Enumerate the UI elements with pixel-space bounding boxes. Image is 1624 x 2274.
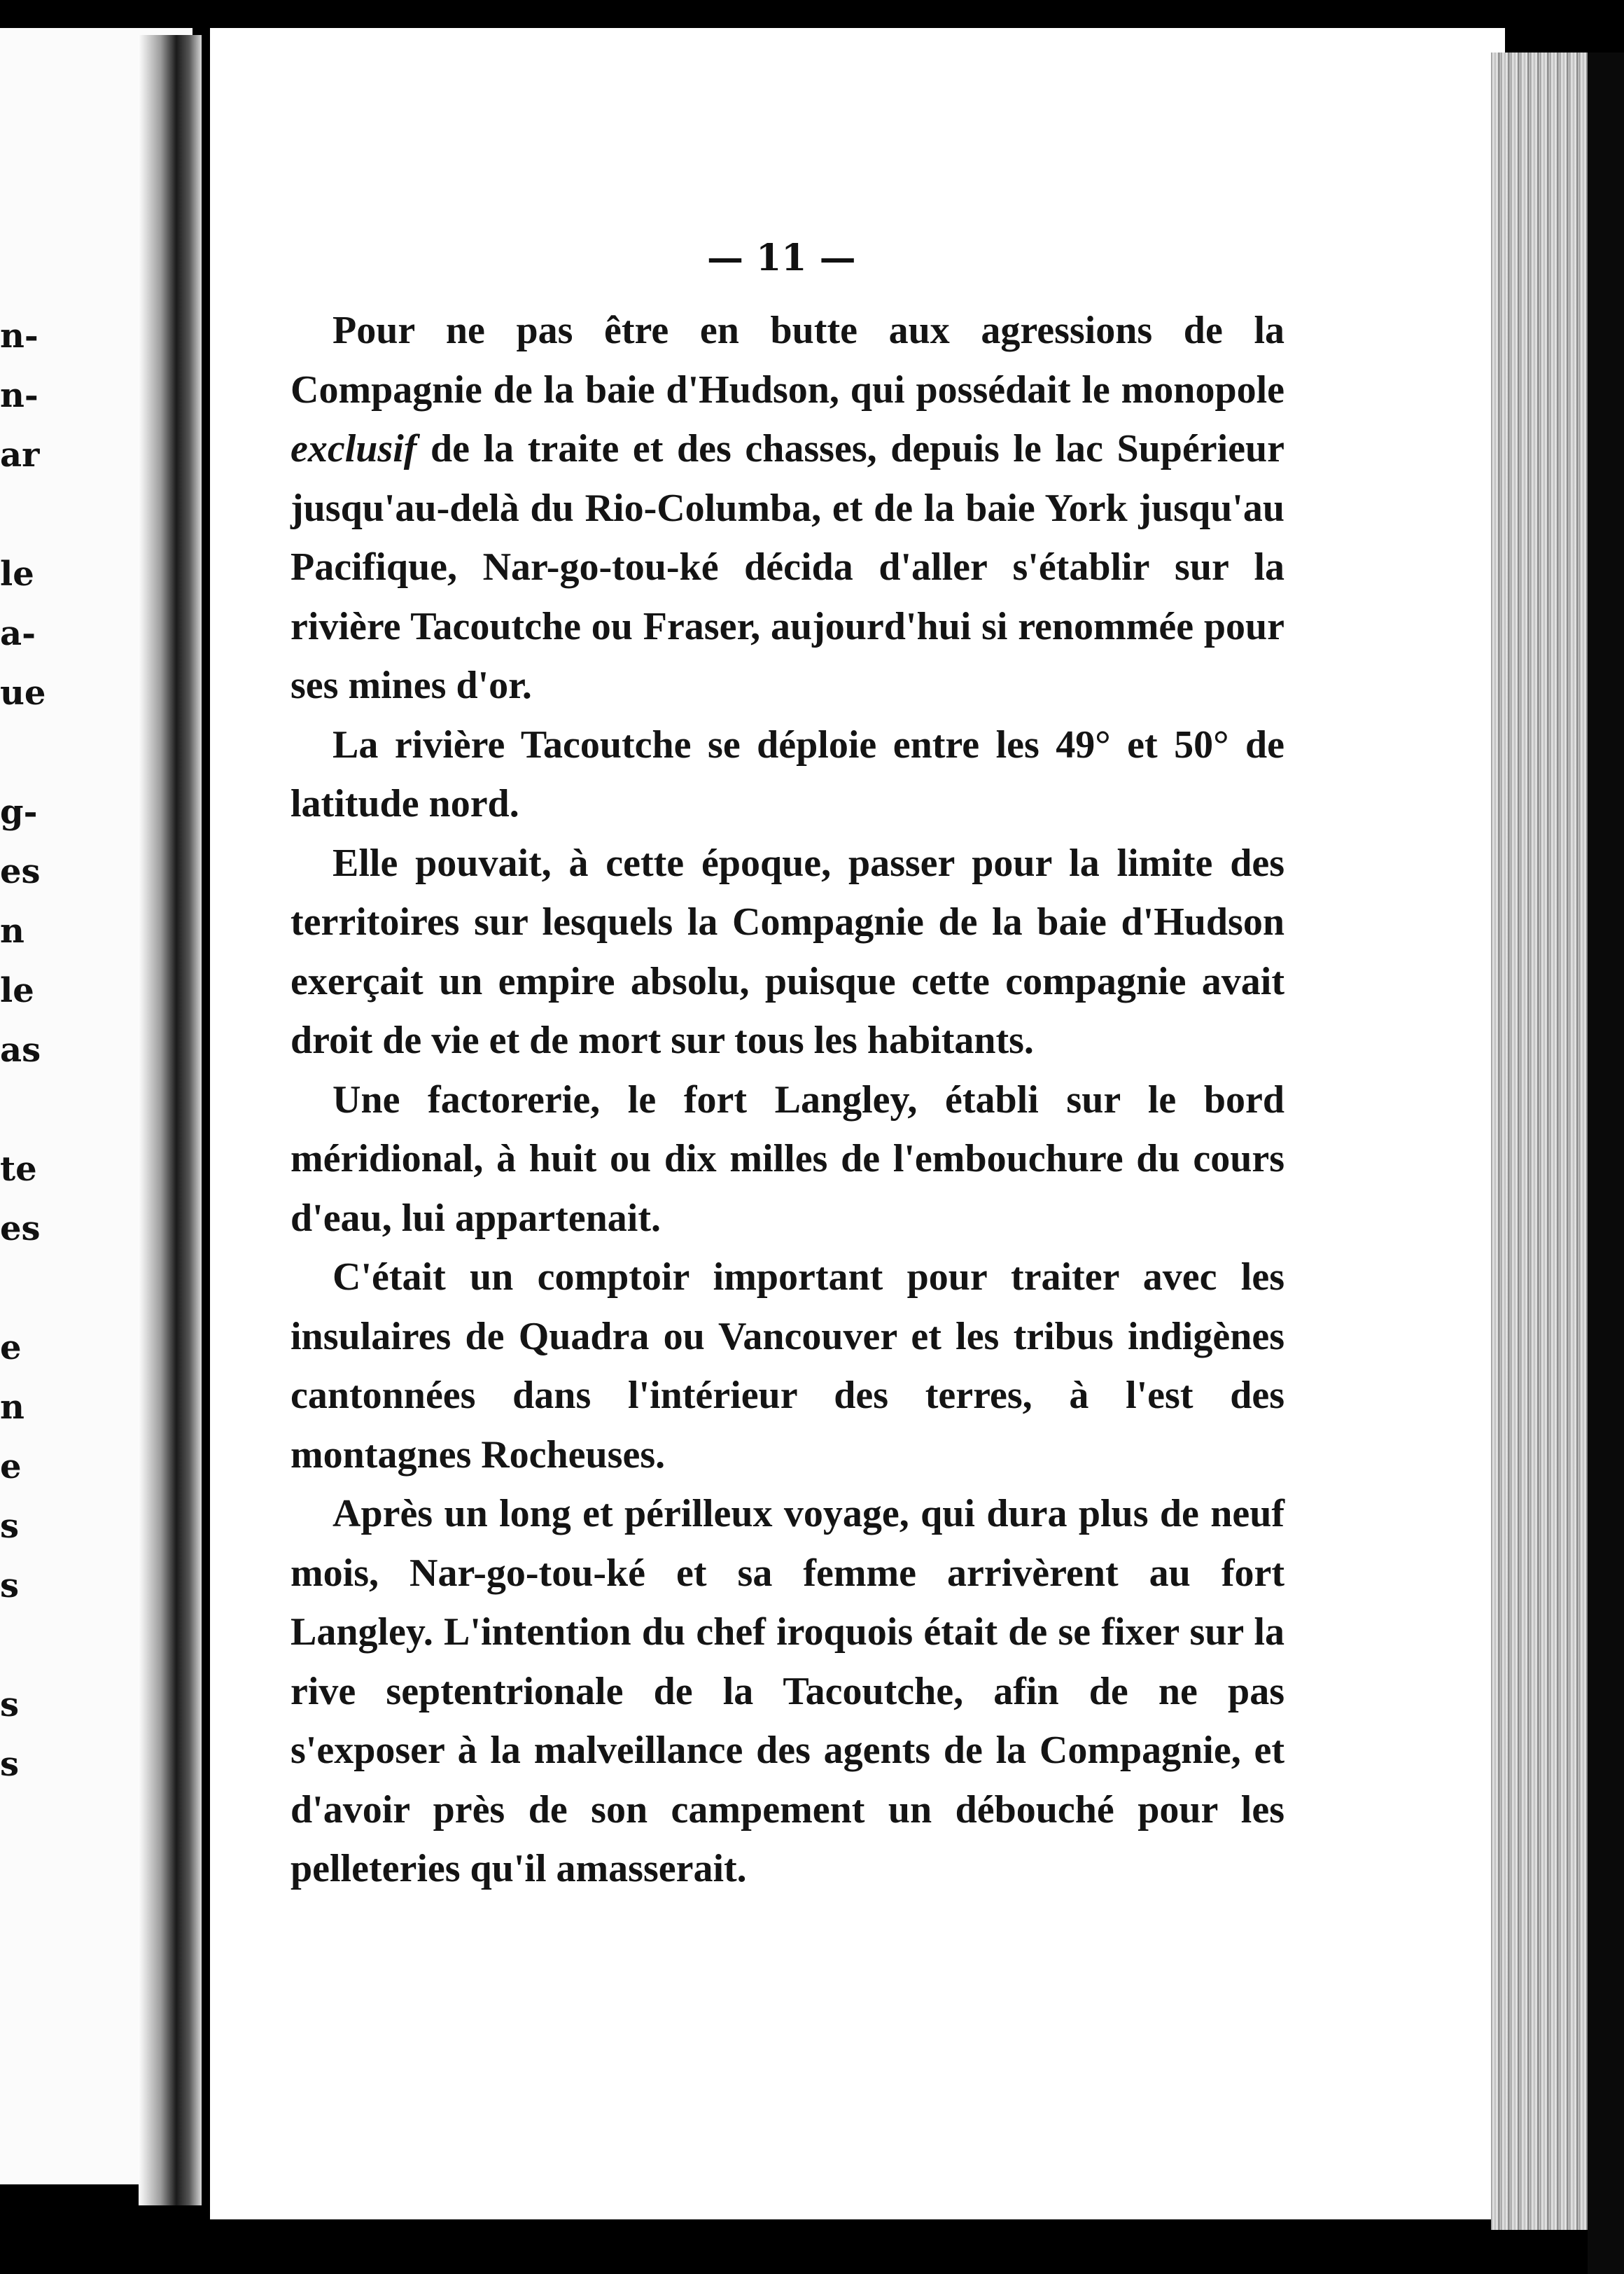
previous-page-fragment: n-	[0, 316, 38, 356]
emphasized-word: exclusif	[290, 427, 417, 470]
previous-page-fragment: te	[0, 1150, 37, 1189]
paragraph-text: Pour ne pas être en butte aux agressions de la Compagnie de la baie d'Hudson, qui possédait le monopole	[290, 309, 1284, 412]
previous-page-fragment: es	[0, 852, 41, 891]
scan-border	[1588, 53, 1624, 2274]
previous-page-fragment: n	[0, 912, 24, 951]
previous-page-fragment: s	[0, 1566, 20, 1605]
previous-page-fragment: e	[0, 1447, 22, 1486]
previous-page-fragment: ar	[0, 435, 40, 475]
previous-page-fragment: s	[0, 1745, 20, 1784]
previous-page-fragment: a-	[0, 614, 36, 653]
paragraph-text: de la traite et des chasses, depuis le lac Supérieur jusqu'au-delà du Rio-Columba, et de la baie York jusqu'au Pacifique, Nar-go-tou-ké décida d'aller s'établir sur la rivière Tacoutche ou Fraser, aujourd'hui si renommée pour ses mines d'or.	[290, 427, 1284, 707]
paragraph: C'était un comptoir important pour traiter avec les insulaires de Quadra ou Vancouver et les tribus indigènes cantonnées dans l'intérieur des terres, à l'est des montagnes Rocheuses.	[290, 1255, 1284, 1477]
book-gutter	[139, 35, 202, 2205]
previous-page-fragment: e	[0, 1328, 22, 1367]
previous-page-fragment: g-	[0, 793, 38, 832]
previous-page-fragment: n	[0, 1388, 24, 1427]
paragraph: La rivière Tacoutche se déploie entre les 49° et 50° de latitude nord.	[290, 723, 1284, 825]
previous-page-fragment: le	[0, 971, 34, 1010]
previous-page-fragment: le	[0, 554, 34, 594]
previous-page-fragment: n-	[0, 376, 38, 415]
previous-page-fragment: es	[0, 1209, 41, 1248]
paragraph: Elle pouvait, à cette époque, passer pour la limite des territoires sur lesquels la Compagnie de la baie d'Hudson exerçait un empire absolu, puisque cette compagnie avait droit de vie et de mort sur tous les habitants.	[290, 841, 1284, 1062]
previous-page-fragment: ue	[0, 674, 46, 713]
paragraph: Après un long et périlleux voyage, qui dura plus de neuf mois, Nar-go-tou-ké et sa femme arrivèrent au fort Langley. L'intention du chef iroquois était de se fixer sur la rive septentrionale de la Tacoutche, afin de ne pas s'exposer à la malveillance des agents de la Compagnie, et d'avoir près de son campement un débouché pour les pelleteries qu'il amasserait.	[290, 1492, 1284, 1890]
paragraph: Une factorerie, le fort Langley, établi sur le bord méridional, à huit ou dix milles de l'embouchure du cours d'eau, lui appartenait.	[290, 1077, 1284, 1240]
page-number: — 11 —	[707, 237, 856, 279]
previous-page-fragment: s	[0, 1507, 20, 1546]
body-text	[290, 301, 1284, 1899]
page-fore-edge	[1491, 53, 1589, 2230]
previous-page-fragment: as	[0, 1031, 41, 1070]
previous-page-fragment: s	[0, 1685, 20, 1724]
paragraph	[290, 301, 1284, 716]
